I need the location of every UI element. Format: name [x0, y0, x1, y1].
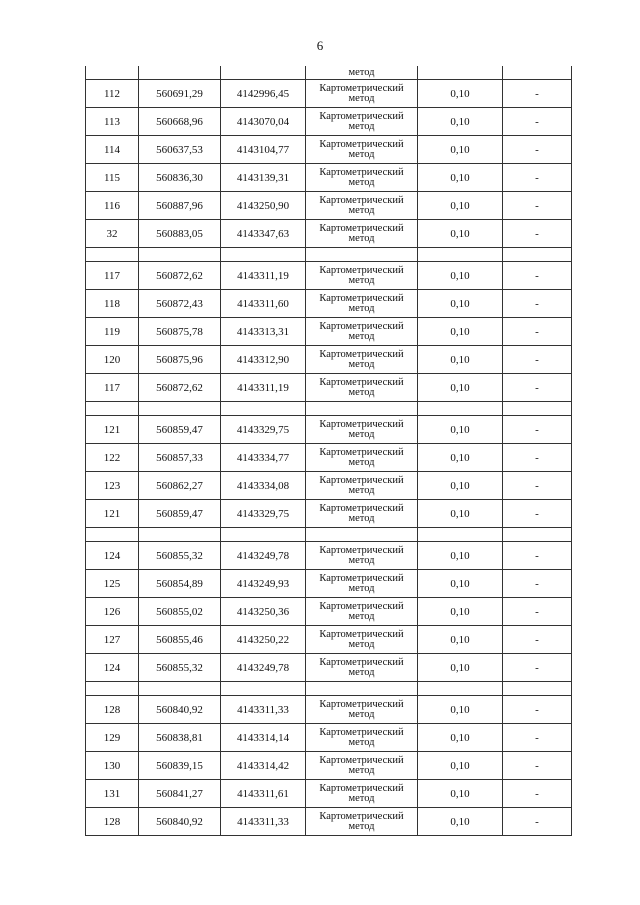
method-line-2: метод: [348, 232, 375, 244]
cell-coordinate-x: 560887,96: [139, 192, 221, 220]
method-line-2: метод: [348, 92, 375, 104]
cell-coordinate-x: 560872,43: [139, 290, 221, 318]
method-line-1: Картометрический: [319, 82, 404, 94]
method-line-1: Картометрический: [319, 376, 404, 388]
cell-accuracy: 0,10: [418, 164, 503, 192]
cell-accuracy: 0,10: [418, 696, 503, 724]
cell-description: -: [503, 808, 572, 836]
cell-empty: [86, 402, 139, 416]
cell-accuracy: 0,10: [418, 262, 503, 290]
cell-coordinate-x: 560857,33: [139, 444, 221, 472]
table-row: [86, 500, 572, 528]
cell-coordinate-x: 560875,96: [139, 346, 221, 374]
cell-coordinate-x: 560836,30: [139, 164, 221, 192]
cell-point-number: 121: [86, 500, 139, 528]
cell-method: [306, 220, 418, 248]
cell-method: [306, 346, 418, 374]
cell-empty: [139, 682, 221, 696]
cell-empty: [503, 402, 572, 416]
cell-method: [306, 696, 418, 724]
method-line-1: Картометрический: [319, 474, 404, 486]
cell-coordinate-y: 4143329,75: [221, 500, 306, 528]
cell-coordinate-x: 560691,29: [139, 80, 221, 108]
method-line-1: Картометрический: [319, 810, 404, 822]
cell-coordinate-x: 560855,02: [139, 598, 221, 626]
table-row: [86, 542, 572, 570]
cell-method: [306, 500, 418, 528]
cell-empty: [221, 528, 306, 542]
cell-point-number: 125: [86, 570, 139, 598]
cell-method: [306, 136, 418, 164]
cell-empty: [139, 402, 221, 416]
cell-method: [306, 290, 418, 318]
method-line-2: метод: [348, 736, 375, 748]
cell-description: -: [503, 626, 572, 654]
cell-point-number: 128: [86, 808, 139, 836]
table-row: [86, 136, 572, 164]
cell-accuracy: 0,10: [418, 108, 503, 136]
table-row: [86, 570, 572, 598]
separator-row: [86, 682, 572, 696]
separator-row: [86, 402, 572, 416]
cell-description: -: [503, 220, 572, 248]
cell-method: [306, 108, 418, 136]
table-row: [86, 290, 572, 318]
table-row: [86, 444, 572, 472]
cell-description: -: [503, 318, 572, 346]
cell-method: [306, 598, 418, 626]
cell-coordinate-x: 560855,46: [139, 626, 221, 654]
cell-coordinate-y: 4143314,42: [221, 752, 306, 780]
cell-coordinate-x: 560872,62: [139, 374, 221, 402]
cell-point-number: 117: [86, 374, 139, 402]
cell-method: [306, 808, 418, 836]
method-line-1: Картометрический: [319, 600, 404, 612]
cell-coordinate-y: 4143250,36: [221, 598, 306, 626]
cell-point-number: 114: [86, 136, 139, 164]
method-line-2: метод: [348, 456, 375, 468]
method-line-2: метод: [348, 708, 375, 720]
method-line-2: метод: [348, 792, 375, 804]
cell-point-number: 127: [86, 626, 139, 654]
cell-coordinate-y: 4143312,90: [221, 346, 306, 374]
cell-coordinate-y: 4143249,78: [221, 542, 306, 570]
cell-empty: [86, 248, 139, 262]
cell-accuracy: 0,10: [418, 626, 503, 654]
method-line-1: Картометрический: [319, 418, 404, 430]
cell-empty: [86, 528, 139, 542]
table-row: [86, 80, 572, 108]
cell-method: [306, 780, 418, 808]
method-line-2: метод: [348, 666, 375, 678]
cell-coordinate-y: 4143311,60: [221, 290, 306, 318]
cell-coordinate-x: 560859,47: [139, 500, 221, 528]
cell-accuracy: 0,10: [418, 570, 503, 598]
cell-coordinate-y: 4143311,61: [221, 780, 306, 808]
table-row: [86, 416, 572, 444]
cell-empty: [503, 528, 572, 542]
cell-coordinate-y: 4143329,75: [221, 416, 306, 444]
cell-coordinate-x: 560854,89: [139, 570, 221, 598]
cell-coordinate-y: 4143334,77: [221, 444, 306, 472]
cell-accuracy: 0,10: [418, 752, 503, 780]
cell-point-number: 122: [86, 444, 139, 472]
cell-point-number: 117: [86, 262, 139, 290]
cell-empty: [86, 682, 139, 696]
cell-empty: [306, 248, 418, 262]
cell-coordinate-y: 4142996,45: [221, 80, 306, 108]
table-row: [86, 374, 572, 402]
cell-description: -: [503, 500, 572, 528]
method-line-1: Картометрический: [319, 222, 404, 234]
cell-accuracy: 0,10: [418, 290, 503, 318]
cell-coordinate-x: 560637,53: [139, 136, 221, 164]
cell-accuracy: 0,10: [418, 500, 503, 528]
cell-coordinate-x: 560838,81: [139, 724, 221, 752]
cell-coordinate-y: 4143314,14: [221, 724, 306, 752]
cell-empty: [221, 682, 306, 696]
cell-description: -: [503, 108, 572, 136]
cell-empty: [503, 66, 572, 80]
cell-coordinate-x: 560883,05: [139, 220, 221, 248]
method-line-1: Картометрический: [319, 544, 404, 556]
method-line-1: Картометрический: [319, 320, 404, 332]
cell-coordinate-x: 560855,32: [139, 654, 221, 682]
cell-description: -: [503, 290, 572, 318]
cell-coordinate-x: 560859,47: [139, 416, 221, 444]
cell-method: [306, 626, 418, 654]
table-row: [86, 472, 572, 500]
cell-accuracy: 0,10: [418, 318, 503, 346]
method-line-1: Картометрический: [319, 754, 404, 766]
cell-method: [306, 80, 418, 108]
method-line-1: Картометрический: [319, 166, 404, 178]
cell-description: -: [503, 752, 572, 780]
cell-accuracy: 0,10: [418, 598, 503, 626]
cell-accuracy: 0,10: [418, 444, 503, 472]
cell-method: [306, 472, 418, 500]
table-row: [86, 164, 572, 192]
cell-point-number: 131: [86, 780, 139, 808]
table-row: [86, 696, 572, 724]
cell-coordinate-x: 560875,78: [139, 318, 221, 346]
cell-method: [306, 318, 418, 346]
cell-description: -: [503, 346, 572, 374]
coordinates-table-body: [86, 66, 572, 836]
method-line-2: метод: [348, 820, 375, 832]
cell-coordinate-x: 560839,15: [139, 752, 221, 780]
method-line-2: метод: [348, 176, 375, 188]
cell-description: -: [503, 780, 572, 808]
cell-coordinate-y: 4143311,19: [221, 262, 306, 290]
cell-point-number: 120: [86, 346, 139, 374]
cell-description: -: [503, 136, 572, 164]
cell-empty: [306, 402, 418, 416]
cell-coordinate-x: 560840,92: [139, 808, 221, 836]
cell-coordinate-y: 4143104,77: [221, 136, 306, 164]
cell-point-number: 129: [86, 724, 139, 752]
cell-coordinate-y: 4143070,04: [221, 108, 306, 136]
cell-method: [306, 374, 418, 402]
method-line-1: Картометрический: [319, 502, 404, 514]
method-line-2: метод: [348, 484, 375, 496]
method-line-2: метод: [348, 428, 375, 440]
cell-accuracy: 0,10: [418, 136, 503, 164]
cell-coordinate-x: 560862,27: [139, 472, 221, 500]
cell-point-number: 121: [86, 416, 139, 444]
cell-description: -: [503, 654, 572, 682]
cell-point-number: 123: [86, 472, 139, 500]
method-line-1: Картометрический: [319, 264, 404, 276]
cell-point-number: 112: [86, 80, 139, 108]
cell-description: -: [503, 80, 572, 108]
cell-point-number: 118: [86, 290, 139, 318]
cell-empty: [418, 682, 503, 696]
cell-method: [306, 416, 418, 444]
method-line-2: метод: [348, 764, 375, 776]
cell-coordinate-y: 4143249,93: [221, 570, 306, 598]
table-row: [86, 346, 572, 374]
method-line-2: метод: [348, 148, 375, 160]
continuation-row: [86, 66, 572, 80]
cell-coordinate-y: 4143311,19: [221, 374, 306, 402]
method-line-2: метод: [348, 582, 375, 594]
method-line-2: метод: [348, 554, 375, 566]
cell-empty: [139, 248, 221, 262]
cell-empty: [418, 66, 503, 80]
table-row: [86, 780, 572, 808]
method-line-2: метод: [348, 204, 375, 216]
table-row: [86, 108, 572, 136]
table-row: [86, 654, 572, 682]
cell-accuracy: 0,10: [418, 374, 503, 402]
cell-method: [306, 192, 418, 220]
cell-description: -: [503, 542, 572, 570]
method-line-2: метод: [348, 638, 375, 650]
cell-coordinate-y: 4143250,22: [221, 626, 306, 654]
cell-point-number: 32: [86, 220, 139, 248]
method-line-1: Картометрический: [319, 194, 404, 206]
cell-point-number: 128: [86, 696, 139, 724]
cell-coordinate-y: 4143311,33: [221, 696, 306, 724]
method-line-2: метод: [348, 512, 375, 524]
method-line-2: метод: [348, 274, 375, 286]
separator-row: [86, 248, 572, 262]
cell-empty: [86, 66, 139, 80]
table-row: [86, 318, 572, 346]
cell-method: [306, 570, 418, 598]
cell-empty: [306, 528, 418, 542]
method-line-2: метод: [348, 302, 375, 314]
method-line-1: Картометрический: [319, 110, 404, 122]
page-number: 6: [316, 38, 324, 53]
table-row: [86, 808, 572, 836]
method-line-2: метод: [348, 386, 375, 398]
method-line-1: Картометрический: [319, 628, 404, 640]
cell-empty: [221, 66, 306, 80]
method-line-1: Картометрический: [319, 782, 404, 794]
cell-description: -: [503, 416, 572, 444]
cell-description: -: [503, 598, 572, 626]
method-line-1: Картометрический: [319, 348, 404, 360]
separator-row: [86, 528, 572, 542]
cell-method: [306, 262, 418, 290]
cell-point-number: 115: [86, 164, 139, 192]
cell-accuracy: 0,10: [418, 542, 503, 570]
cell-empty: [418, 528, 503, 542]
table-row: [86, 598, 572, 626]
method-line-2: метод: [348, 610, 375, 622]
cell-description: -: [503, 192, 572, 220]
table-row: [86, 752, 572, 780]
cell-accuracy: 0,10: [418, 80, 503, 108]
cell-accuracy: 0,10: [418, 192, 503, 220]
cell-coordinate-x: 560841,27: [139, 780, 221, 808]
cell-point-number: 130: [86, 752, 139, 780]
method-line-1: Картометрический: [319, 138, 404, 150]
cell-description: -: [503, 472, 572, 500]
table-row: [86, 724, 572, 752]
cell-point-number: 126: [86, 598, 139, 626]
cell-empty: [503, 248, 572, 262]
method-line-2: метод: [348, 330, 375, 342]
cell-coordinate-y: 4143249,78: [221, 654, 306, 682]
method-line-1: Картометрический: [319, 572, 404, 584]
cell-coordinate-y: 4143334,08: [221, 472, 306, 500]
cell-accuracy: 0,10: [418, 346, 503, 374]
cell-empty: [418, 402, 503, 416]
cell-point-number: 124: [86, 654, 139, 682]
cell-accuracy: 0,10: [418, 220, 503, 248]
cell-coordinate-x: 560872,62: [139, 262, 221, 290]
cell-empty: [221, 248, 306, 262]
cell-description: -: [503, 374, 572, 402]
cell-description: -: [503, 570, 572, 598]
cell-empty: [221, 402, 306, 416]
cell-coordinate-y: 4143139,31: [221, 164, 306, 192]
cell-coordinate-y: 4143311,33: [221, 808, 306, 836]
cell-coordinate-x: 560668,96: [139, 108, 221, 136]
cell-coordinate-y: 4143313,31: [221, 318, 306, 346]
cell-description: -: [503, 696, 572, 724]
coordinates-table: [85, 66, 572, 836]
cell-accuracy: 0,10: [418, 780, 503, 808]
cell-coordinate-x: 560855,32: [139, 542, 221, 570]
cell-method: [306, 164, 418, 192]
cell-method: [306, 654, 418, 682]
cell-method: [306, 542, 418, 570]
table-row: [86, 626, 572, 654]
method-line-2: метод: [348, 358, 375, 370]
table-row: [86, 220, 572, 248]
cell-description: -: [503, 444, 572, 472]
cell-coordinate-y: 4143347,63: [221, 220, 306, 248]
cell-accuracy: 0,10: [418, 808, 503, 836]
method-line-2: метод: [348, 120, 375, 132]
method-line-1: Картометрический: [319, 698, 404, 710]
cell-empty: [503, 682, 572, 696]
cell-empty: [139, 66, 221, 80]
cell-description: -: [503, 262, 572, 290]
method-line-1: Картометрический: [319, 656, 404, 668]
cell-point-number: 119: [86, 318, 139, 346]
cell-method: [306, 444, 418, 472]
table-row: [86, 262, 572, 290]
cell-accuracy: 0,10: [418, 654, 503, 682]
method-line-1: Картометрический: [319, 292, 404, 304]
method-line-1: Картометрический: [319, 726, 404, 738]
cell-accuracy: 0,10: [418, 416, 503, 444]
cell-empty: [306, 682, 418, 696]
cell-description: -: [503, 164, 572, 192]
cell-empty: [139, 528, 221, 542]
method-line-1: Картометрический: [319, 446, 404, 458]
cell-empty: [418, 248, 503, 262]
table-row: [86, 192, 572, 220]
cell-description: -: [503, 724, 572, 752]
cell-accuracy: 0,10: [418, 472, 503, 500]
cell-point-number: 113: [86, 108, 139, 136]
cell-method: [306, 724, 418, 752]
cell-coordinate-y: 4143250,90: [221, 192, 306, 220]
cell-point-number: 116: [86, 192, 139, 220]
cell-coordinate-x: 560840,92: [139, 696, 221, 724]
cell-method-continuation: метод: [306, 66, 418, 80]
cell-accuracy: 0,10: [418, 724, 503, 752]
cell-method: [306, 752, 418, 780]
cell-point-number: 124: [86, 542, 139, 570]
